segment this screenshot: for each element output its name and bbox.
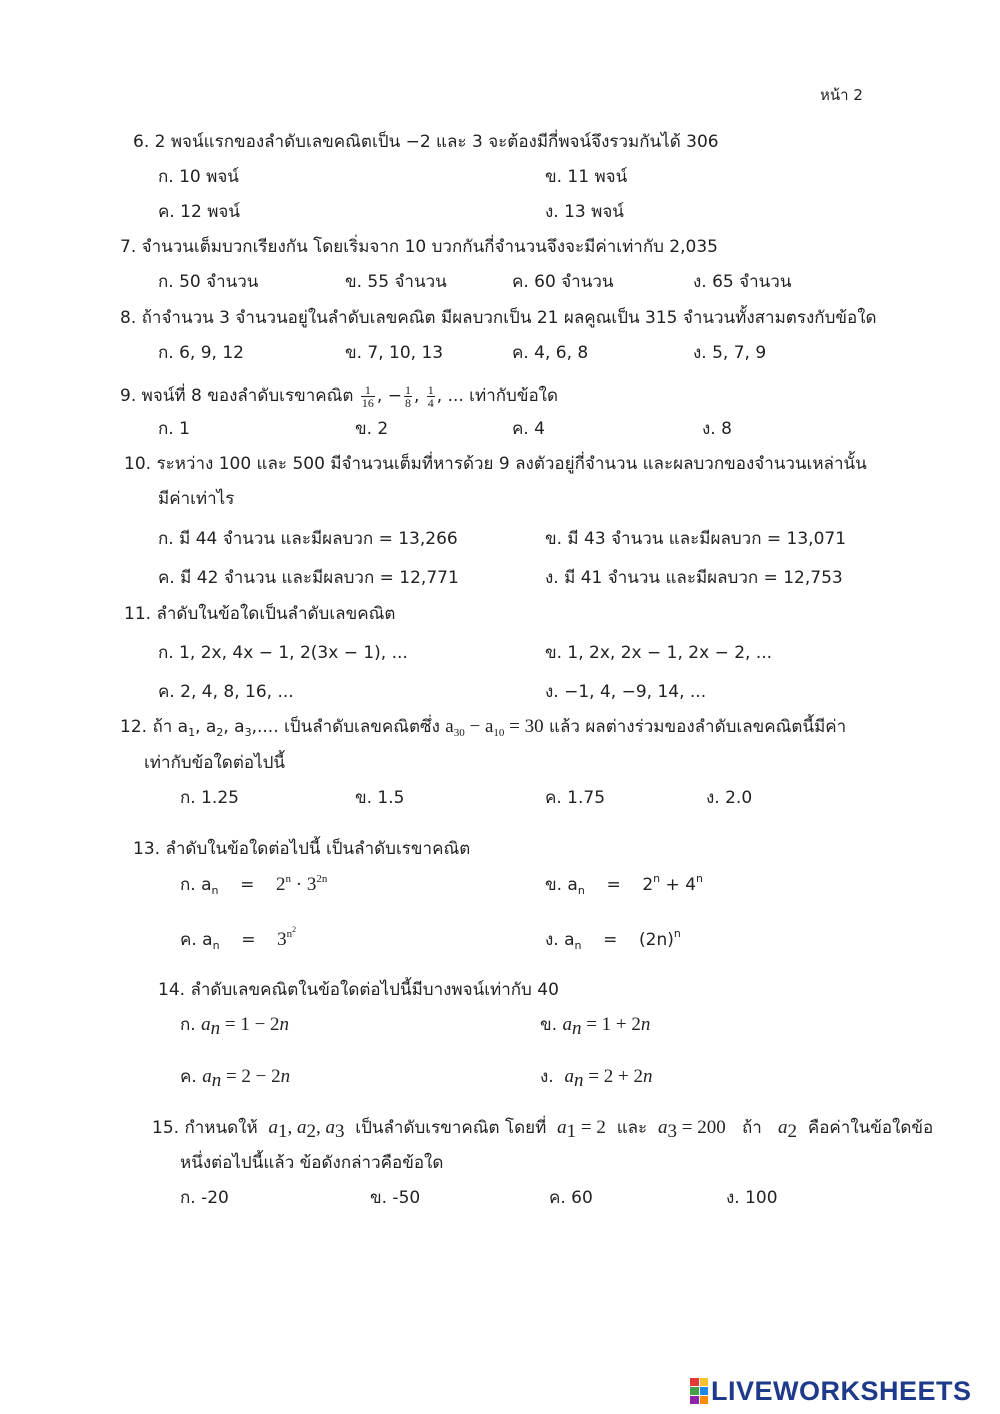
question-15-stem-line-1: 15. กำหนดให้ $a_1$, $a_2$, $a_3$ เป็นลำดับเรขาคณิต โดยที่ $a_1 = 2$ และ $a_3 = 200$ ถ้า $a_2$ คือค่าในข้อใดข้อ (152, 1117, 934, 1142)
question-15-option-a[interactable]: ก. -20 (180, 1188, 229, 1208)
question-12-option-a[interactable]: ก. 1.25 (180, 788, 239, 808)
question-9-stem: 9. พจน์ที่ 8 ของลำดับเรขาคณิต $\frac{1}{16}$ , − $\frac{1}{8}$ , $\frac{1}{4}$ , ... เท่ากับข้อใด (120, 382, 558, 410)
question-13-stem: 13. ลำดับในข้อใดต่อไปนี้ เป็นลำดับเรขาคณิต (133, 839, 471, 859)
question-15-option-c[interactable]: ค. 60 (549, 1188, 593, 1208)
question-9-option-b[interactable]: ข. 2 (355, 419, 389, 439)
logo-text: LIVEWORKSHEETS (711, 1375, 972, 1406)
question-11-option-c[interactable]: ค. 2, 4, 8, 16, ... (158, 682, 294, 702)
question-6-option-b[interactable]: ข. 11 พจน์ (545, 167, 628, 187)
question-8-option-d[interactable]: ง. 5, 7, 9 (693, 343, 767, 363)
question-12-stem-line-1: 12. ถ้า $a_1$, $a_2$, $a_3$,.... เป็นลำดับเลขคณิตซึ่ง $a_{30} - a_{10} = 30$ แล้ว ผลต่างร่วมของลำดับเลขคณิตนี้มีค่า (120, 716, 847, 739)
question-12-option-b[interactable]: ข. 1.5 (355, 788, 405, 808)
question-9-option-d[interactable]: ง. 8 (702, 419, 732, 439)
question-6-option-c[interactable]: ค. 12 พจน์ (158, 202, 241, 222)
question-11-option-d[interactable]: ง. −1, 4, −9, 14, ... (545, 682, 707, 702)
logo-mark-icon (690, 1378, 708, 1404)
question-10-option-c[interactable]: ค. มี 42 จำนวน และมีผลบวก = 12,771 (158, 568, 459, 588)
question-10-option-b[interactable]: ข. มี 43 จำนวน และมีผลบวก = 13,071 (545, 529, 847, 549)
question-15-stem-line-2: หนึ่งต่อไปนี้แล้ว ข้อดังกล่าวคือข้อใด (180, 1153, 444, 1173)
equation-a30-minus-a10: $a_{30} - a_{10} = 30$ (445, 716, 544, 739)
fraction-1-4: $\frac{1}{4}$ (427, 382, 434, 410)
question-9-option-a[interactable]: ก. 1 (158, 419, 190, 439)
question-8-stem: 8. ถ้าจำนวน 3 จำนวนอยู่ในลำดับเลขคณิต มีผลบวกเป็น 21 ผลคูณเป็น 315 จำนวนทั้งสามตรงกับข้อใด (120, 308, 877, 328)
question-11-option-a[interactable]: ก. 1, 2x, 4x − 1, 2(3x − 1), ... (158, 643, 408, 663)
question-10-option-d[interactable]: ง. มี 41 จำนวน และมีผลบวก = 12,753 (545, 568, 843, 588)
question-6-option-d[interactable]: ง. 13 พจน์ (545, 202, 624, 222)
question-7-stem: 7. จำนวนเต็มบวกเรียงกัน โดยเริ่มจาก 10 บวกกันกี่จำนวนจึงจะมีค่าเท่ากับ 2,035 (120, 237, 718, 257)
question-7-option-a[interactable]: ก. 50 จำนวน (158, 272, 259, 292)
question-10-stem-line-2: มีค่าเท่าไร (158, 489, 235, 509)
question-13-option-c[interactable]: ค. $a_n$ = $3^{n^2}$ (180, 925, 297, 952)
question-10-stem-line-1: 10. ระหว่าง 100 และ 500 มีจำนวนเต็มที่หารด้วย 9 ลงตัวอยู่กี่จำนวน และผลบวกของจำนวนเหล่านั้น (124, 454, 867, 474)
question-14-option-d[interactable]: ง. $a_n = 2 + 2n$ (540, 1066, 653, 1091)
question-8-option-c[interactable]: ค. 4, 6, 8 (512, 343, 589, 363)
question-7-option-d[interactable]: ง. 65 จำนวน (693, 272, 792, 292)
question-15-option-d[interactable]: ง. 100 (726, 1188, 778, 1208)
question-14-option-a[interactable]: ก. $a_n = 1 - 2n$ (180, 1014, 290, 1039)
question-13-option-b[interactable]: ข. $a_n$ = $2^n + 4^n$ (545, 872, 704, 897)
question-10-option-a[interactable]: ก. มี 44 จำนวน และมีผลบวก = 13,266 (158, 529, 458, 549)
question-6-stem: 6. 2 พจน์แรกของลำดับเลขคณิตเป็น −2 และ 3 จะต้องมีกี่พจน์จึงรวมกันได้ 306 (133, 132, 719, 152)
page-number: หน้า 2 (820, 86, 863, 104)
question-7-option-b[interactable]: ข. 55 จำนวน (345, 272, 447, 292)
question-11-option-b[interactable]: ข. 1, 2x, 2x − 1, 2x − 2, ... (545, 643, 773, 663)
question-11-stem: 11. ลำดับในข้อใดเป็นลำดับเลขคณิต (124, 604, 396, 624)
question-14-option-c[interactable]: ค. $a_n = 2 - 2n$ (180, 1066, 291, 1091)
question-13-option-a[interactable]: ก. $a_n$ = $2^n \cdot 3^{2n}$ (180, 873, 328, 897)
question-13-option-d[interactable]: ง. $a_n$ = $(2n)^n$ (545, 927, 681, 952)
question-14-option-b[interactable]: ข. $a_n = 1 + 2n$ (540, 1014, 651, 1039)
question-12-option-d[interactable]: ง. 2.0 (706, 788, 753, 808)
question-14-stem: 14. ลำดับเลขคณิตในข้อใดต่อไปนี้มีบางพจน์เท่ากับ 40 (158, 980, 559, 1000)
fraction-1-8: $\frac{1}{8}$ (404, 382, 411, 410)
question-8-option-b[interactable]: ข. 7, 10, 13 (345, 343, 444, 363)
question-15-option-b[interactable]: ข. -50 (370, 1188, 421, 1208)
question-7-option-c[interactable]: ค. 60 จำนวน (512, 272, 614, 292)
liveworksheets-logo (690, 1374, 972, 1408)
question-8-option-a[interactable]: ก. 6, 9, 12 (158, 343, 244, 363)
question-12-option-c[interactable]: ค. 1.75 (545, 788, 606, 808)
question-9-option-c[interactable]: ค. 4 (512, 419, 545, 439)
question-12-stem-line-2: เท่ากับข้อใดต่อไปนี้ (144, 753, 286, 773)
fraction-1-16: $\frac{1}{16}$ (361, 382, 374, 410)
question-6-option-a[interactable]: ก. 10 พจน์ (158, 167, 239, 187)
